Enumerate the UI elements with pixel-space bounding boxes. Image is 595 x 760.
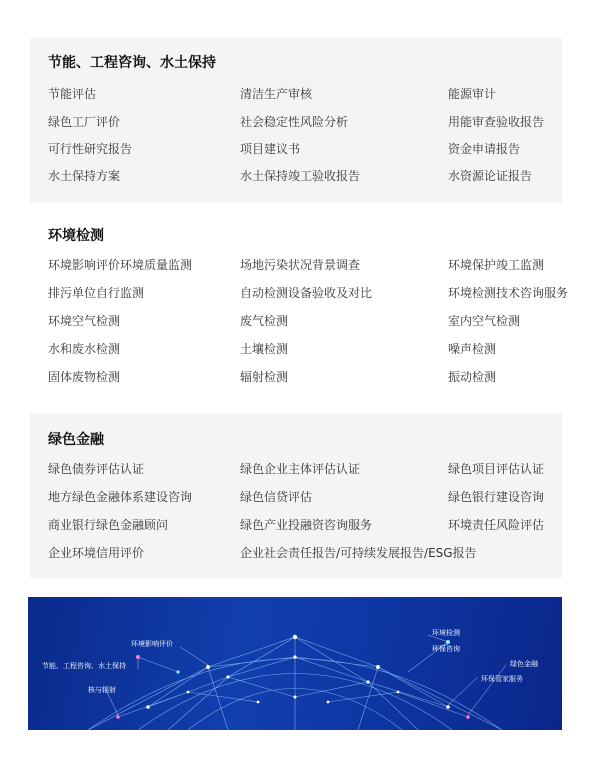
list-row (30, 339, 562, 359)
service-item[interactable]: 噪声检测 (448, 342, 497, 356)
service-item[interactable]: 商业银行绿色金融顾问 (48, 518, 169, 532)
service-item[interactable]: 可行性研究报告 (48, 142, 133, 156)
service-item[interactable]: 地方绿色金融体系建设咨询 (48, 490, 193, 504)
list-row (30, 459, 562, 479)
list-row (30, 139, 562, 159)
banner-label-energy: 节能、工程咨询、水土保持 (42, 662, 126, 670)
banner-label-env-steward: 环保管家服务 (481, 675, 523, 683)
network-globe-banner (28, 597, 562, 730)
service-item[interactable]: 自动检测设备验收及对比 (240, 286, 373, 300)
service-item[interactable]: 环境责任风险评估 (448, 518, 545, 532)
service-item[interactable]: 排污单位自行监测 (48, 286, 145, 300)
service-item[interactable]: 社会稳定性风险分析 (240, 115, 349, 129)
section-title: 环境检测 (48, 228, 104, 244)
service-item[interactable]: 绿色银行建设咨询 (448, 490, 545, 504)
service-item[interactable]: 水和废水检测 (48, 342, 121, 356)
service-item[interactable]: 用能审查验收报告 (448, 115, 545, 129)
service-item[interactable]: 项目建议书 (240, 142, 301, 156)
banner-label-env-assessment: 环境影响评价 (131, 640, 173, 648)
section-title: 绿色金融 (48, 432, 104, 448)
service-item[interactable]: 废气检测 (240, 314, 289, 328)
list-row (30, 543, 562, 563)
service-item[interactable]: 绿色企业主体评估认证 (240, 462, 361, 476)
service-item[interactable]: 绿色工厂评价 (48, 115, 121, 129)
section-green-finance (30, 413, 562, 578)
list-row (30, 166, 562, 186)
banner-label-green-finance: 绿色金融 (510, 660, 538, 668)
service-item[interactable]: 固体废物检测 (48, 370, 121, 384)
service-item[interactable]: 辐射检测 (240, 370, 289, 384)
service-item[interactable]: 环境保护竣工监测 (448, 258, 545, 272)
service-item[interactable]: 水土保持竣工验收报告 (240, 169, 361, 183)
banner-label-env-consult: 环保咨询 (432, 645, 460, 653)
banner-label-env-testing: 环境检测 (432, 629, 460, 637)
list-row (30, 311, 562, 331)
service-item[interactable]: 绿色信贷评估 (240, 490, 313, 504)
list-row (30, 255, 562, 275)
service-item[interactable]: 企业环境信用评价 (48, 546, 145, 560)
service-item[interactable]: 绿色产业投融资咨询服务 (240, 518, 373, 532)
service-item[interactable]: 能源审计 (448, 87, 497, 101)
service-item[interactable]: 资金申请报告 (448, 142, 521, 156)
service-item[interactable]: 清洁生产审核 (240, 87, 313, 101)
service-item[interactable]: 场地污染状况背景调查 (240, 258, 361, 272)
service-item[interactable]: 环境空气检测 (48, 314, 121, 328)
service-item[interactable]: 节能评估 (48, 87, 97, 101)
banner-label-nuclear: 核与辐射 (88, 686, 116, 694)
service-item[interactable]: 振动检测 (448, 370, 497, 384)
section-energy-engineering (30, 38, 562, 203)
section-environment-testing (30, 213, 569, 405)
list-row (30, 515, 562, 535)
list-row (30, 283, 569, 303)
list-row (30, 487, 562, 507)
service-item[interactable]: 土壤检测 (240, 342, 289, 356)
service-item[interactable]: 环境检测技术咨询服务 (448, 286, 569, 300)
service-item[interactable]: 环境影响评价环境质量监测 (48, 258, 193, 272)
service-item[interactable]: 室内空气检测 (448, 314, 521, 328)
service-item[interactable]: 绿色债券评估认证 (48, 462, 145, 476)
service-item[interactable]: 水资源论证报告 (448, 169, 533, 183)
list-row (30, 367, 562, 387)
list-row (30, 84, 562, 104)
service-item[interactable]: 绿色项目评估认证 (448, 462, 545, 476)
service-item[interactable]: 水土保持方案 (48, 169, 121, 183)
section-title: 节能、工程咨询、水土保持 (48, 55, 216, 71)
list-row (30, 112, 562, 132)
service-item[interactable]: 企业社会责任报告/可持续发展报告/ESG报告 (240, 546, 477, 560)
